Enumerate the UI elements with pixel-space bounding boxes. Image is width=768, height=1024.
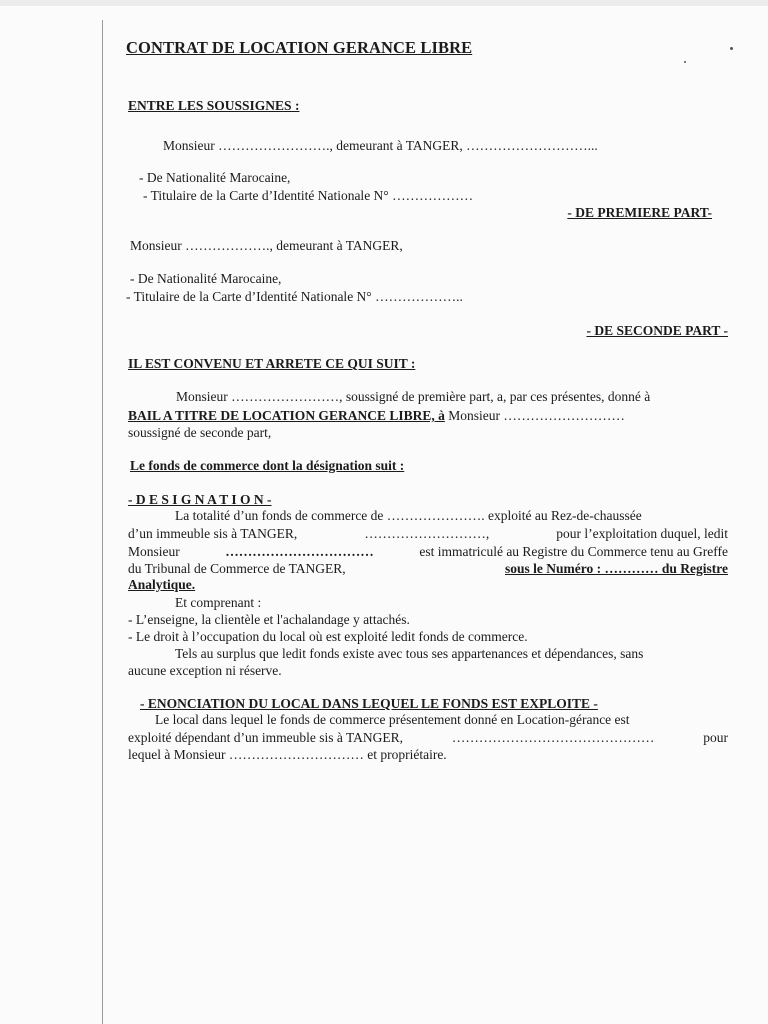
agreement-line-2-rest: Monsieur ……………………… <box>448 408 625 423</box>
party1-role: - DE PREMIERE PART- <box>567 205 712 220</box>
local-line-2b: ……………………………………… <box>451 730 655 745</box>
designation-line-5: Analytique. <box>128 577 196 592</box>
designation-line-2a: d’un immeuble sis à TANGER, <box>128 526 298 541</box>
party2-role: - DE SECONDE PART - <box>586 323 728 338</box>
party1-name-line: Monsieur ……………………., demeurant à TANGER, ………………………... <box>163 138 598 153</box>
designation-line-3 <box>128 544 728 560</box>
local-line-1: Le local dans lequel le fonds de commerce présentement donné en Location-gérance est <box>155 712 630 727</box>
margin-line <box>102 20 103 1024</box>
agreement-line-3: soussigné de seconde part, <box>128 425 272 440</box>
parties-heading: ENTRE LES SOUSSIGNES : <box>128 98 300 113</box>
party2-id-card: - Titulaire de la Carte d’Identité Nationale N° ……………….. <box>126 289 463 304</box>
designation-line-3b: …………………………… <box>225 544 374 559</box>
scan-speck <box>730 47 733 50</box>
designation-item-1: - L’enseigne, la clientèle et l'achalandage y attachés. <box>128 612 410 627</box>
bail-label: BAIL A TITRE DE LOCATION GERANCE LIBRE, à <box>128 408 445 423</box>
registre-number: sous le Numéro : ………… du Registre <box>505 561 728 576</box>
designation-heading: - D E S I G N A T I O N - <box>128 492 272 507</box>
party2-nationality: - De Nationalité Marocaine, <box>130 271 282 286</box>
local-line-2a: exploité dépendant d’un immeuble sis à TANGER, <box>128 730 403 745</box>
agreement-line-1: Monsieur ……………………, soussigné de première part, a, par ces présentes, donné à <box>176 389 651 404</box>
surplus-line-1: Tels au surplus que ledit fonds existe avec tous ses appartenances et dépendances, sans <box>175 646 644 661</box>
designation-item-2: - Le droit à l’occupation du local où est exploité ledit fonds de commerce. <box>128 629 528 644</box>
party1-nationality: - De Nationalité Marocaine, <box>139 170 291 185</box>
local-line-2c: pour <box>703 730 728 745</box>
designation-line-3a: Monsieur <box>128 544 180 559</box>
comprenant-label: Et comprenant : <box>175 595 262 610</box>
designation-line-4 <box>128 561 728 577</box>
party1-id-card: - Titulaire de la Carte d’Identité Nationale N° ……………… <box>143 188 474 203</box>
surplus-line-2: aucune exception ni réserve. <box>128 663 282 678</box>
document-title: CONTRAT DE LOCATION GERANCE LIBRE <box>126 38 473 57</box>
local-line-3: lequel à Monsieur ………………………… et propriétaire. <box>128 747 447 762</box>
designation-line-1: La totalité d’un fonds de commerce de …………………. exploité au Rez-de-chaussée <box>175 508 642 523</box>
designation-line-2 <box>128 526 728 542</box>
agreement-line-2 <box>128 408 625 424</box>
scan-edge <box>0 0 768 6</box>
scan-speck <box>684 61 686 63</box>
designation-line-2b: ………………………, <box>364 526 490 541</box>
party2-name-line: Monsieur ………………., demeurant à TANGER, <box>130 238 403 253</box>
designation-line-4a: du Tribunal de Commerce de TANGER, <box>128 561 346 576</box>
designation-line-2c: pour l’exploitation duquel, ledit <box>556 526 728 541</box>
local-heading: - ENONCIATION DU LOCAL DANS LEQUEL LE FONDS EST EXPLOITE - <box>140 696 598 711</box>
designation-line-3c: est immatriculé au Registre du Commerce tenu au Greffe <box>419 544 728 559</box>
fonds-heading: Le fonds de commerce dont la désignation suit : <box>130 458 405 473</box>
local-line-2 <box>128 730 728 746</box>
agreement-heading: IL EST CONVENU ET ARRETE CE QUI SUIT : <box>128 356 416 371</box>
